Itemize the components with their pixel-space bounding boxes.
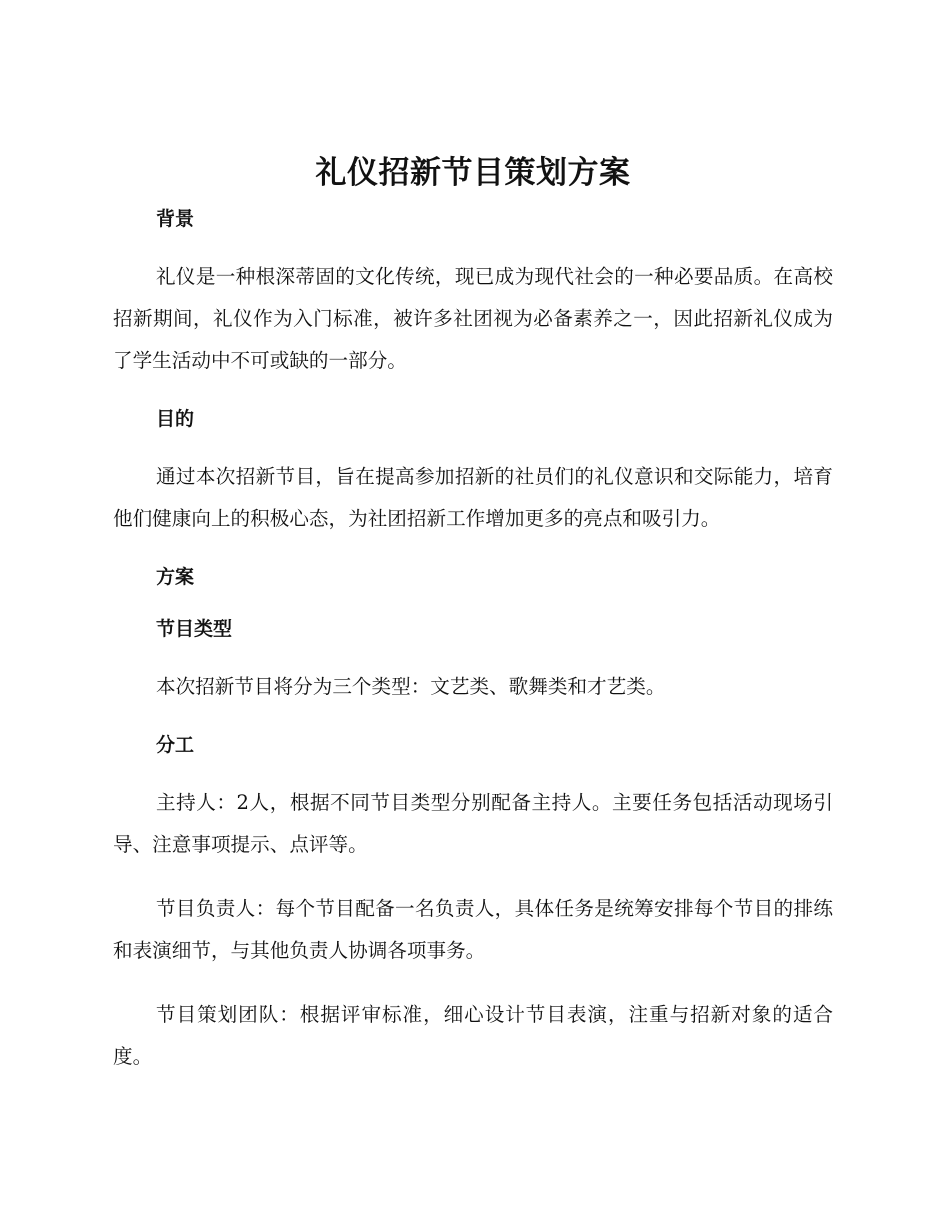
section-heading-background: 背景 [156, 208, 195, 230]
paragraph-program-type: 本次招新节目将分为三个类型：文艺类、歌舞类和才艺类。 [156, 675, 666, 698]
paragraph-background: 礼仪是一种根深蒂固的文化传统，现已成为现代社会的一种必要品质。在高校招新期间，礼仪作为入门标准，被许多社团视为必备素养之一，因此招新礼仪成为了学生活动中不可或缺的一部分。 [113, 265, 833, 372]
paragraph-program-leader: 节目负责人：每个节目配备一名负责人，具体任务是统筹安排每个节目的排练和表演细节，与其他负责人协调各项事务。 [113, 897, 833, 962]
paragraph-host: 主持人：2人，根据不同节目类型分别配备主持人。主要任务包括活动现场引导、注意事项提示、点评等。 [113, 791, 833, 856]
section-heading-purpose: 目的 [156, 408, 195, 430]
paragraph-purpose: 通过本次招新节目，旨在提高参加招新的社员们的礼仪意识和交际能力，培育他们健康向上的积极心态，为社团招新工作增加更多的亮点和吸引力。 [113, 465, 833, 530]
section-heading-plan: 方案 [156, 566, 195, 588]
document-body [113, 150, 833, 1100]
paragraph-planning-team: 节目策划团队：根据评审标准，细心设计节目表演，注重与招新对象的适合度。 [113, 1003, 833, 1068]
section-heading-division: 分工 [156, 734, 195, 756]
document-title: 礼仪招新节目策划方案 [315, 155, 631, 191]
section-heading-program-type: 节目类型 [156, 618, 233, 640]
